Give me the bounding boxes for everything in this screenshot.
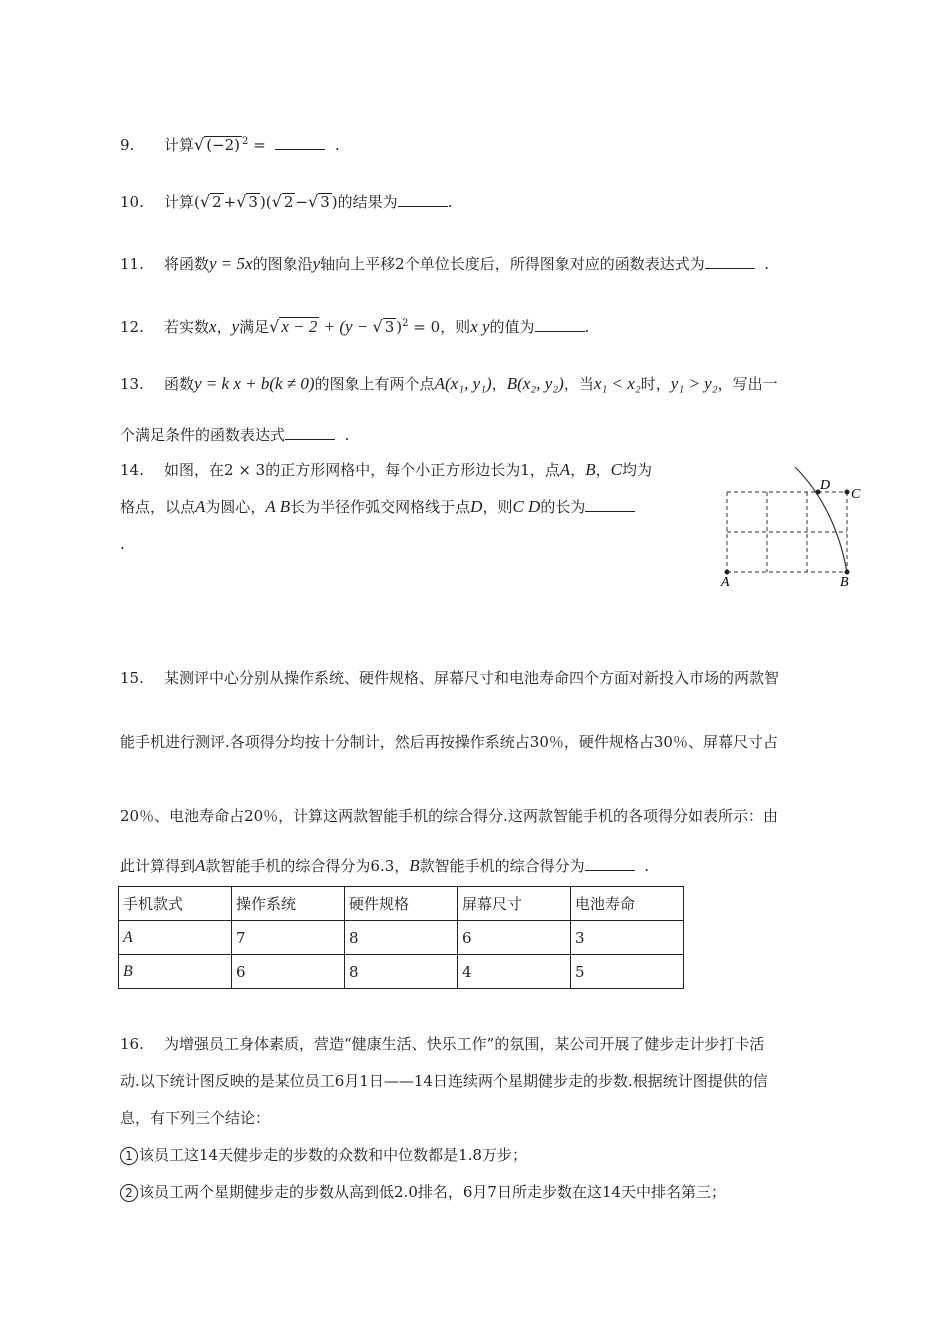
question-16-line2: 动.以下统计图反映的是某位员工6月1日——14日连续两个星期健步走的步数.根据统计图提供的信 <box>120 1072 768 1090</box>
answer-blank <box>535 317 585 332</box>
question-11: 11. 将函数y = 5x的图象沿y轴向上平移2个单位长度后，所得图象对应的函数表达式为 . <box>120 254 770 273</box>
answer-blank <box>585 497 635 512</box>
question-16-line3: 息，有下列三个结论： <box>120 1109 271 1127</box>
question-12: 12. 若实数x，y满足√ x − 2 + (y − √ 3 )$^2$ = 0，则x y的值为 . <box>120 317 590 336</box>
question-14: 14. 如图，在2 × 3的正方形网格中，每个小正方形边长为1，点A，B，C均为 <box>120 460 652 479</box>
grid-figure <box>717 462 867 590</box>
question-number: 15. <box>120 669 144 687</box>
table-header-cell: 屏幕尺寸 <box>458 887 571 921</box>
answer-blank <box>705 254 755 269</box>
question-14-line2: 格点，以点A为圆心，A B长为半径作弧交网格线于点D，则C D的长为 <box>120 497 635 517</box>
label-c: C <box>851 487 861 502</box>
label-a: A <box>721 575 730 590</box>
table-cell: 8 <box>345 955 458 989</box>
table-cell: 6 <box>458 921 571 955</box>
table-header-cell: 硬件规格 <box>345 887 458 921</box>
table-row <box>119 955 684 989</box>
question-13: 13. 函数y = k x + b(k ≠ 0)的图象上有两个点A(x₁, y₁)，B(x₂, y₂)，当x₁ < x₂时，y₁ > y₂，写出一 <box>120 374 778 393</box>
table-cell: 6 <box>232 955 345 989</box>
answer-blank <box>585 856 635 871</box>
answer-blank <box>285 425 335 440</box>
table-header-row <box>119 887 684 921</box>
question-14-line3: . <box>120 535 125 553</box>
point-c <box>845 490 850 495</box>
label-d: D <box>820 478 831 493</box>
label-b: B <box>840 575 849 590</box>
table-header-cell: 电池寿命 <box>571 887 684 921</box>
table-header-cell: 操作系统 <box>232 887 345 921</box>
table-cell: 5 <box>571 955 684 989</box>
table-row <box>119 921 684 955</box>
question-15: 15. 某测评中心分别从操作系统、硬件规格、屏幕尺寸和电池寿命四个方面对新投入市场的两款智 <box>120 669 780 687</box>
table-header-cell: 手机款式 <box>119 887 232 921</box>
question-15-line3: 20％、电池寿命占20％，计算这两款智能手机的综合得分.这两款智能手机的各项得分如表所示：由 <box>120 807 778 825</box>
question-15-line2: 能手机进行测评.各项得分均按十分制计，然后再按操作系统占30％，硬件规格占30％、屏幕尺寸占 <box>120 733 778 751</box>
table-cell: B <box>119 955 232 989</box>
question-number: 11. <box>120 255 144 273</box>
answer-blank <box>398 192 448 207</box>
circled-number: 1 <box>120 1147 138 1165</box>
conclusion-1: 1 该员工这14天健步走的步数的众数和中位数都是1.8万步； <box>120 1145 527 1165</box>
question-number: 13. <box>120 375 144 393</box>
question-16: 16. 为增强员工身体素质，营造“健康生活、快乐工作”的氛围，某公司开展了健步走计步打卡活 <box>120 1035 765 1053</box>
table-cell: 3 <box>571 921 684 955</box>
question-13-line2: 个满足条件的函数表达式 . <box>120 426 350 444</box>
point-a <box>725 570 730 575</box>
score-table <box>118 886 684 989</box>
question-number: 14. <box>120 461 144 479</box>
question-number: 10. <box>120 193 144 211</box>
question-9: 9. 计算√ (−2) $^2$ = . <box>120 135 340 154</box>
question-number: 16. <box>120 1035 144 1053</box>
question-10: 10. 计算(√ 2 +√ 3 )(√ 2 −√ 3 )的结果为 . <box>120 192 453 211</box>
table-cell: 4 <box>458 955 571 989</box>
table-cell: A <box>119 921 232 955</box>
answer-blank <box>275 135 325 150</box>
circled-number: 2 <box>120 1184 138 1202</box>
question-15-line4: 此计算得到A款智能手机的综合得分为6.3，B款智能手机的综合得分为 . <box>120 856 649 875</box>
table-cell: 7 <box>232 921 345 955</box>
question-number: 12. <box>120 318 144 336</box>
table-cell: 8 <box>345 921 458 955</box>
conclusion-2: 2 该员工两个星期健步走的步数从高到低2.0排名，6月7日所走步数在这14天中排名第三； <box>120 1182 726 1202</box>
point-b <box>845 570 850 575</box>
question-number: 9. <box>120 136 135 154</box>
